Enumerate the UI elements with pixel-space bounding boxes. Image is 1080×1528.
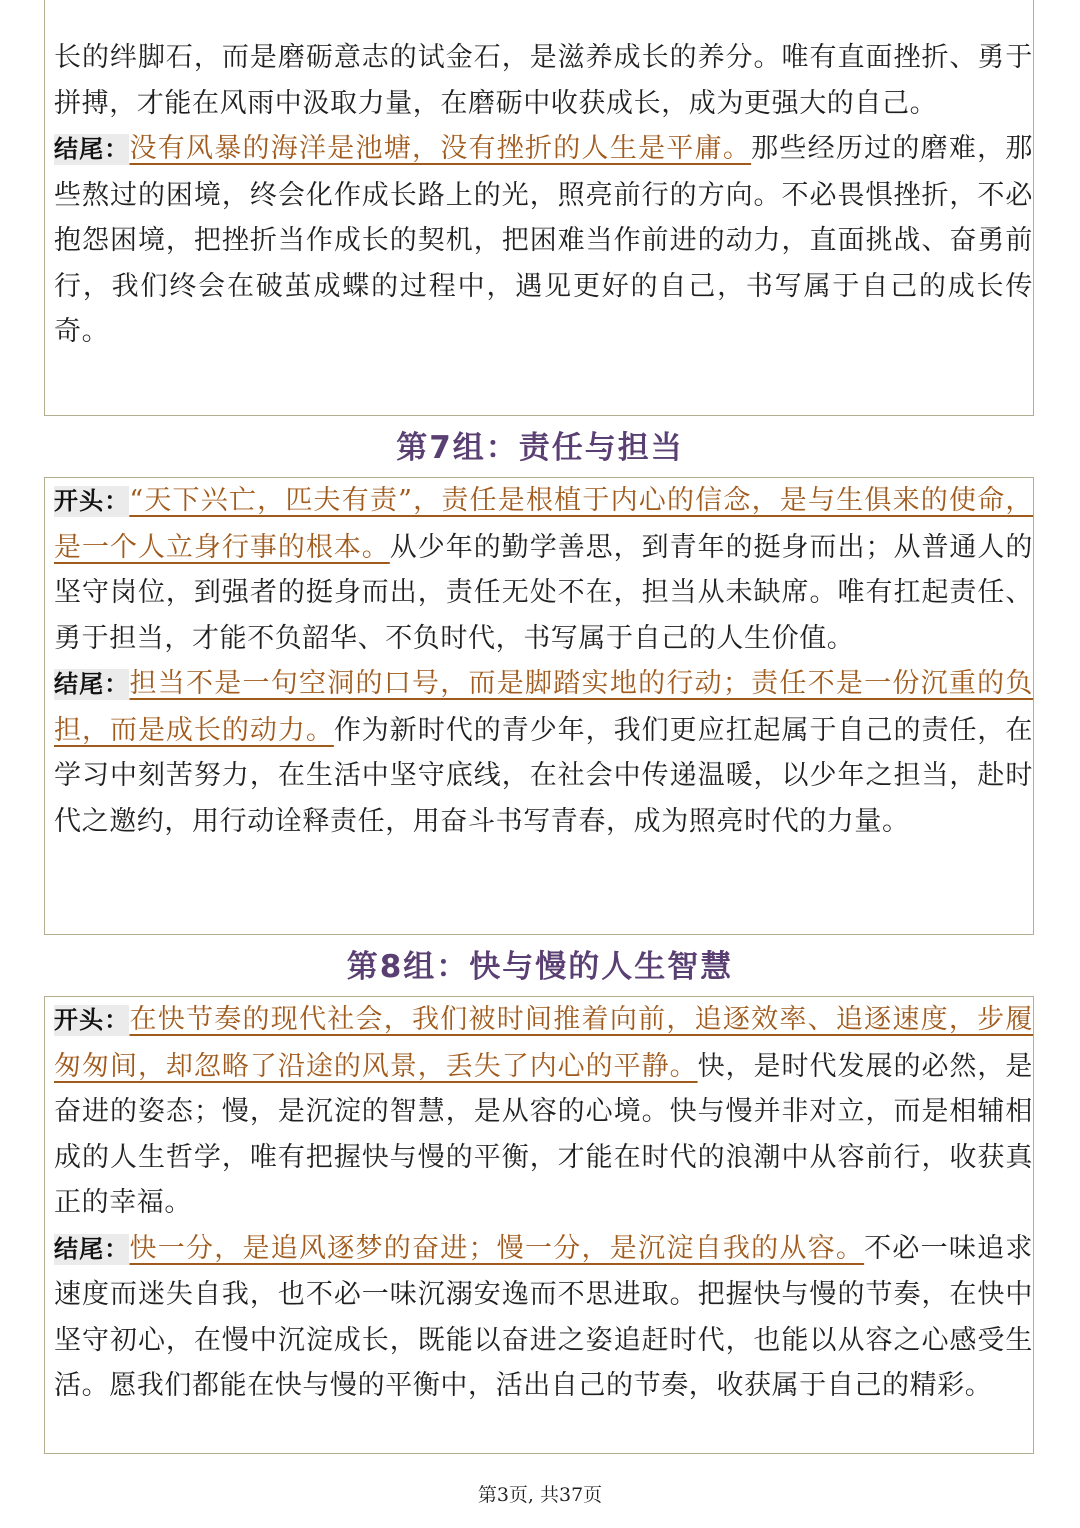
ending-quote: 担当不是一句空洞的口号，而是脚踏实地的行动；责任不是一份沉重的负担，而是成长的动力。: [54, 668, 1033, 746]
ending-label: 结尾：: [54, 135, 130, 163]
section8-opening: [54, 997, 1033, 1226]
section6-ending: [54, 126, 1033, 355]
section8-ending: [54, 1226, 1033, 1409]
ending-quote: 快一分，是追风逐梦的奋进；慢一分，是沉淀自我的从容。: [129, 1232, 865, 1264]
section7-title: 第7组：责任与担当: [396, 430, 684, 466]
page-number: 第3页, 共37页: [477, 1484, 603, 1506]
opening-quote: 在快节奏的现代社会，我们被时间推着向前，追逐效率、追逐速度，步履匆匆间，却忽略了沿途的风景，丢失了内心的平静。: [54, 1004, 1033, 1082]
section6-box: [44, 0, 1034, 416]
section8-title: 第8组：快与慢的人生智慧: [346, 949, 734, 985]
section7-box: [44, 477, 1034, 935]
opening-label: 开头：: [54, 487, 130, 515]
opening-text: 从少年的勤学善思，到青年的挺身而出；从普通人的坚守岗位，到强者的挺身而出，责任无处不在，担当从未缺席。唯有扛起责任、勇于担当，才能不负韶华、不负时代，书写属于自己的人生价值。: [54, 531, 1033, 654]
section7-opening: [54, 478, 1033, 661]
section6-body-tail: 长的绊脚石，而是磨砺意志的试金石，是滋养成长的养分。唯有直面挫折、勇于拼搏，才能在风雨中汲取力量，在磨砺中收获成长，成为更强大的自己。: [54, 42, 1033, 119]
opening-quote: “天下兴亡，匹夫有责”，责任是根植于内心的信念，是与生俱来的使命，是一个人立身行事的根本。: [54, 485, 1034, 563]
ending-quote: 没有风暴的海洋是池塘，没有挫折的人生是平庸。: [129, 133, 752, 164]
ending-text: 不必一味追求速度而迷失自我，也不必一味沉溺安逸而不思进取。把握快与慢的节奏，在快中坚守初心，在慢中沉淀成长，既能以奋进之姿追赶时代，也能以从容之心感受生活。愿我们都能在快与慢的平衡中，活出自己的节奏，收获属于自己的精彩。: [54, 1232, 1033, 1401]
section8-box: [44, 996, 1034, 1454]
ending-text: 作为新时代的青少年，我们更应扛起属于自己的责任，在学习中刻苦努力，在生活中坚守底线，在社会中传递温暖，以少年之担当，赴时代之邀约，用行动诠释责任，用奋斗书写青春，成为照亮时代的力量。: [54, 714, 1034, 837]
ending-label: 结尾：: [54, 670, 130, 698]
section7-ending: [54, 661, 1033, 844]
ending-text: 那些经历过的磨难，那些熬过的困境，终会化作成长路上的光，照亮前行的方向。不必畏惧挫折，不必抱怨困境，把挫折当作成长的契机，把困难当作前进的动力，直面挑战、奋勇前行，我们终会在破茧成蝶的过程中，遇见更好的自己，书写属于自己的成长传奇。: [54, 133, 1034, 347]
opening-label: 开头：: [54, 1006, 130, 1034]
opening-text: 快，是时代发展的必然，是奋进的姿态；慢，是沉淀的智慧，是从容的心境。快与慢并非对立，而是相辅相成的人生哲学，唯有把握快与慢的平衡，才能在时代的浪潮中从容前行，收获真正的幸福。: [54, 1050, 1033, 1218]
ending-label: 结尾：: [54, 1234, 130, 1263]
